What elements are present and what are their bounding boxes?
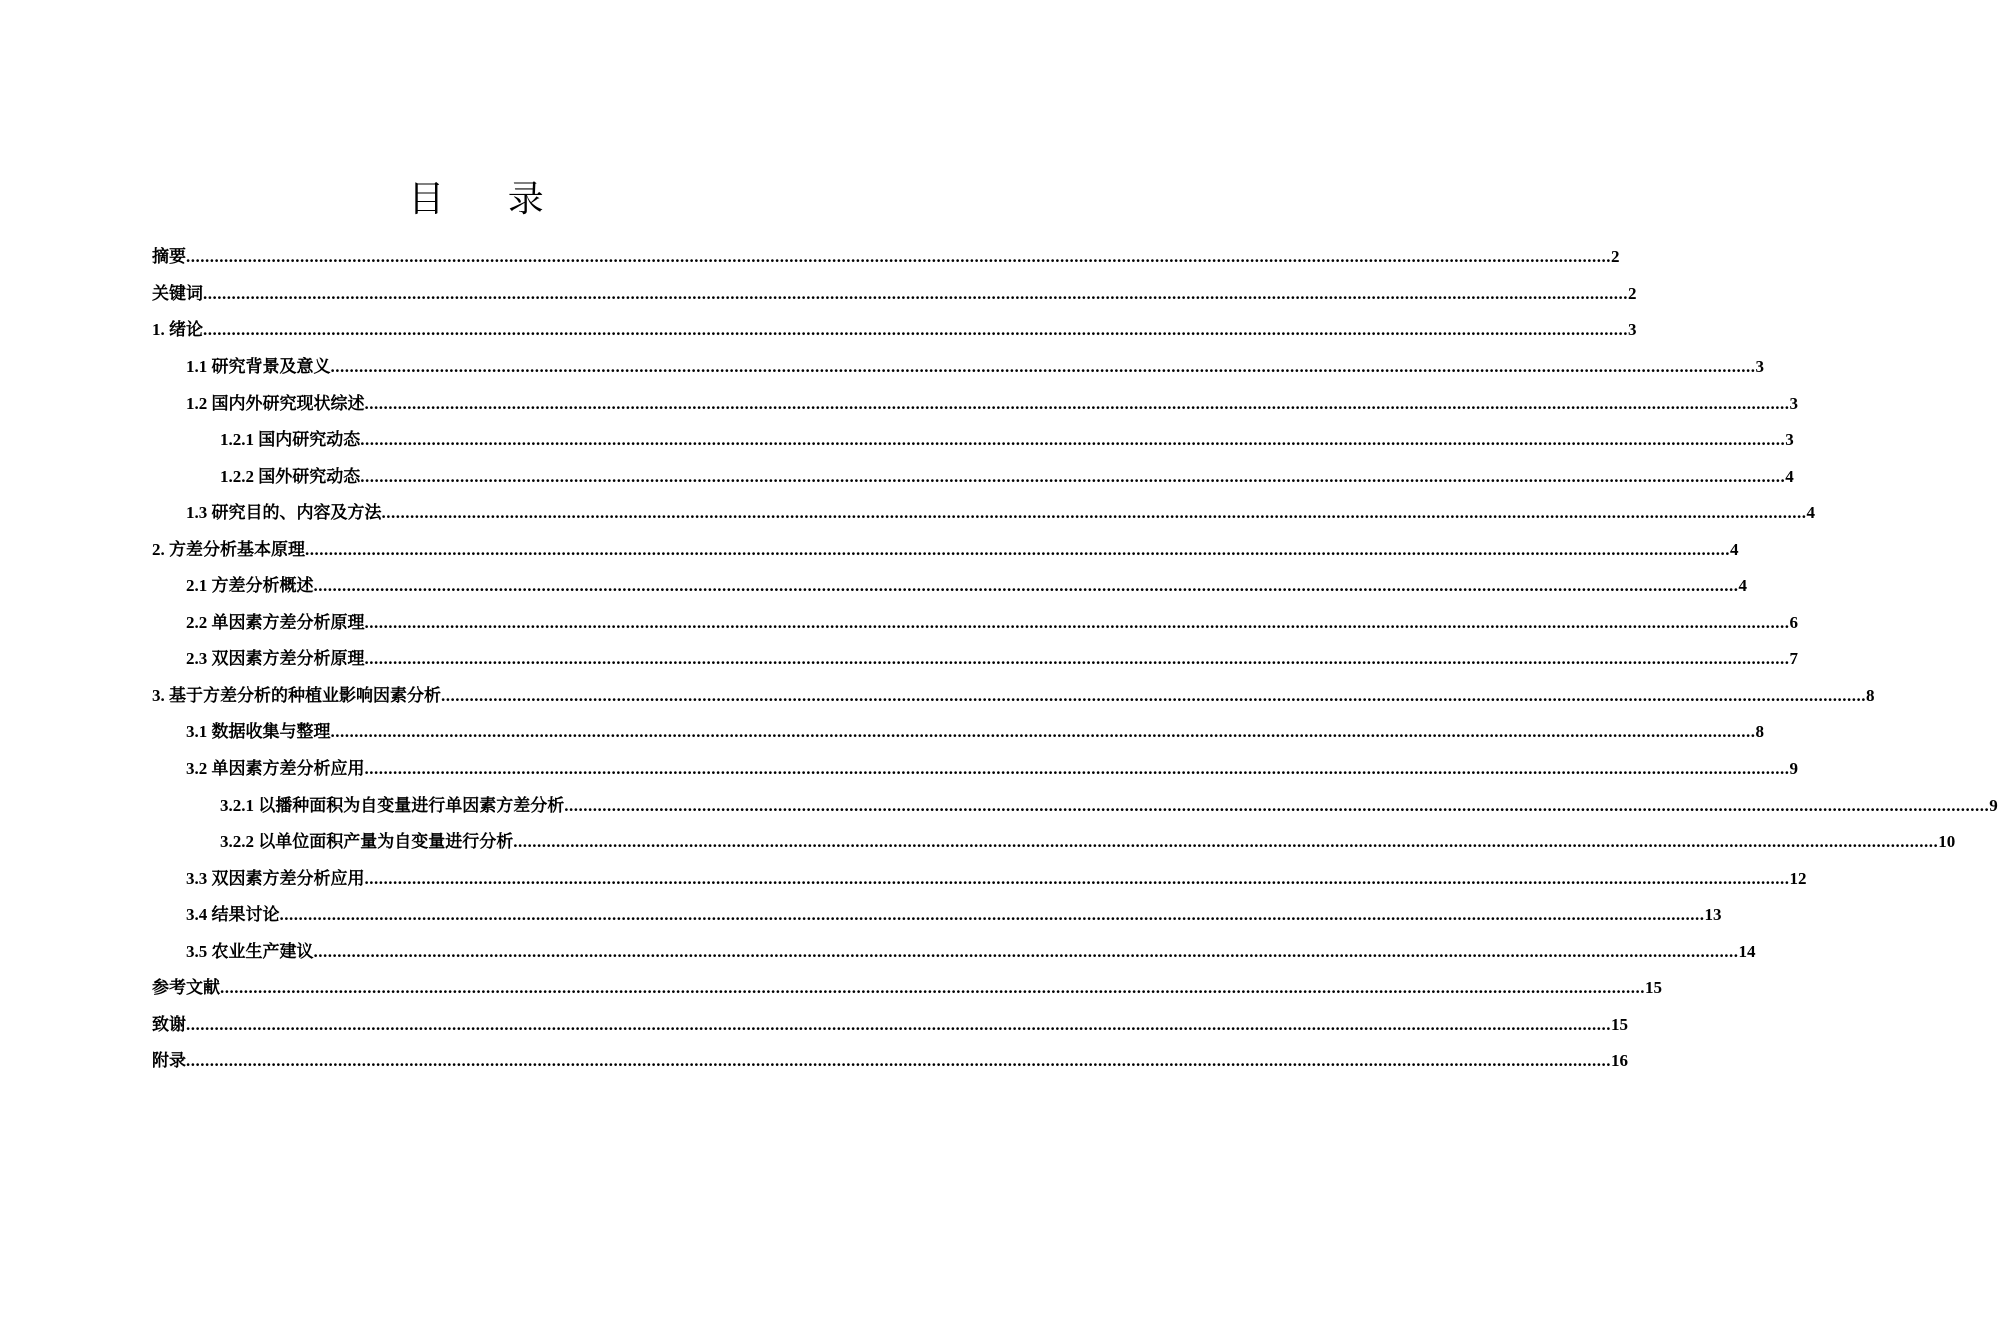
toc-leader-dots: ............................................................................................................................................................................................................................................................................................................ bbox=[364, 649, 1790, 668]
toc-entry[interactable] bbox=[186, 900, 1722, 926]
toc-entry-page: 7 bbox=[1789, 649, 1798, 668]
toc-leader-dots: ............................................................................................................................................................................................................................................................................................................ bbox=[360, 430, 1786, 449]
toc-entry-label: 1.2.2 国外研究动态 bbox=[220, 467, 361, 486]
toc-entry[interactable] bbox=[152, 1046, 1628, 1072]
toc-leader-dots: ............................................................................................................................................................................................................................................................................................................ bbox=[381, 503, 1807, 522]
toc-entry[interactable] bbox=[220, 462, 1794, 488]
toc-entry[interactable] bbox=[152, 279, 1637, 305]
toc-leader-dots: ............................................................................................................................................................................................................................................................................................................ bbox=[364, 613, 1790, 632]
toc-entry[interactable] bbox=[220, 827, 1956, 853]
toc-leader-dots: ............................................................................................................................................................................................................................................................................................................ bbox=[186, 1015, 1611, 1034]
toc-entry-page: 10 bbox=[1938, 832, 1956, 851]
toc-entry-page: 12 bbox=[1789, 869, 1807, 888]
toc-leader-dots: ............................................................................................................................................................................................................................................................................................................ bbox=[364, 869, 1790, 888]
toc-entry[interactable] bbox=[186, 864, 1807, 890]
toc-entry-label: 2.2 单因素方差分析原理 bbox=[186, 613, 365, 632]
toc-entry-page: 3 bbox=[1628, 320, 1637, 339]
toc-entry-label: 3. 基于方差分析的种植业影响因素分析 bbox=[152, 686, 441, 705]
toc-entry-page: 8 bbox=[1755, 722, 1764, 741]
toc-entry-label: 3.2.2 以单位面积产量为自变量进行分析 bbox=[220, 832, 514, 851]
toc-entry[interactable] bbox=[186, 571, 1747, 597]
toc-entry-page: 2 bbox=[1611, 247, 1620, 266]
toc-leader-dots: ............................................................................................................................................................................................................................................................................................................ bbox=[513, 832, 1939, 851]
toc-entry-label: 1.2 国内外研究现状综述 bbox=[186, 394, 365, 413]
toc-entry-page: 2 bbox=[1628, 284, 1637, 303]
toc-leader-dots: ............................................................................................................................................................................................................................................................................................................ bbox=[203, 320, 1628, 339]
toc-leader-dots: ............................................................................................................................................................................................................................................................................................................ bbox=[330, 357, 1756, 376]
toc-entry-label: 3.2 单因素方差分析应用 bbox=[186, 759, 365, 778]
toc-entry[interactable] bbox=[186, 608, 1798, 634]
toc-entry-label: 附录 bbox=[152, 1051, 186, 1070]
toc-entry-page: 6 bbox=[1789, 613, 1798, 632]
toc-entry[interactable] bbox=[186, 717, 1764, 743]
toc-entry-page: 4 bbox=[1785, 467, 1794, 486]
toc-entry-label: 摘要 bbox=[152, 247, 186, 266]
toc-entry-page: 9 bbox=[1989, 796, 1998, 815]
toc-entry[interactable] bbox=[152, 681, 1875, 707]
toc-entry-page: 3 bbox=[1755, 357, 1764, 376]
toc-entry-label: 1.3 研究目的、内容及方法 bbox=[186, 503, 382, 522]
toc-entry-label: 3.3 双因素方差分析应用 bbox=[186, 869, 365, 888]
toc-leader-dots: ............................................................................................................................................................................................................................................................................................................ bbox=[220, 978, 1645, 997]
toc-leader-dots: ............................................................................................................................................................................................................................................................................................................ bbox=[330, 722, 1756, 741]
toc-entry[interactable] bbox=[186, 937, 1756, 963]
toc-entry-label: 关键词 bbox=[152, 284, 203, 303]
toc-entry-label: 致谢 bbox=[152, 1015, 186, 1034]
toc-entry-page: 3 bbox=[1785, 430, 1794, 449]
toc-entry-label: 1.2.1 国内研究动态 bbox=[220, 430, 361, 449]
toc-leader-dots: ............................................................................................................................................................................................................................................................................................................ bbox=[313, 942, 1739, 961]
toc-leader-dots: ............................................................................................................................................................................................................................................................................................................ bbox=[305, 540, 1730, 559]
toc-entry[interactable] bbox=[186, 498, 1815, 524]
toc-entry-page: 15 bbox=[1645, 978, 1662, 997]
toc-entry-label: 2.1 方差分析概述 bbox=[186, 576, 314, 595]
toc-entry-page: 4 bbox=[1738, 576, 1747, 595]
toc-entry-page: 15 bbox=[1611, 1015, 1628, 1034]
toc-entry[interactable] bbox=[152, 242, 1620, 268]
toc-entry[interactable] bbox=[152, 535, 1739, 561]
toc-leader-dots: ............................................................................................................................................................................................................................................................................................................ bbox=[186, 1051, 1611, 1070]
page-title: 目 录 bbox=[408, 179, 570, 220]
toc-entry[interactable] bbox=[186, 389, 1798, 415]
toc-entry-label: 1.1 研究背景及意义 bbox=[186, 357, 331, 376]
toc-entry-label: 3.5 农业生产建议 bbox=[186, 942, 314, 961]
toc-entry-label: 2.3 双因素方差分析原理 bbox=[186, 649, 365, 668]
toc-entry-page: 14 bbox=[1738, 942, 1756, 961]
toc-entry[interactable] bbox=[220, 425, 1794, 451]
toc-entry-page: 3 bbox=[1789, 394, 1798, 413]
toc-leader-dots: ............................................................................................................................................................................................................................................................................................................ bbox=[364, 394, 1790, 413]
toc-entry[interactable] bbox=[152, 1010, 1628, 1036]
toc-entry[interactable] bbox=[186, 644, 1798, 670]
toc-entry-label: 3.4 结果讨论 bbox=[186, 905, 280, 924]
toc-entry[interactable] bbox=[186, 352, 1764, 378]
toc-entry-page: 9 bbox=[1789, 759, 1798, 778]
toc-entry-label: 3.1 数据收集与整理 bbox=[186, 722, 331, 741]
toc-leader-dots: ............................................................................................................................................................................................................................................................................................................ bbox=[186, 247, 1611, 266]
toc-entry-page: 8 bbox=[1866, 686, 1875, 705]
toc-leader-dots: ............................................................................................................................................................................................................................................................................................................ bbox=[203, 284, 1628, 303]
toc-entry[interactable] bbox=[186, 754, 1798, 780]
toc-entry-page: 4 bbox=[1730, 540, 1739, 559]
toc-leader-dots: ............................................................................................................................................................................................................................................................................................................ bbox=[313, 576, 1739, 595]
toc-entry-page: 13 bbox=[1704, 905, 1722, 924]
toc-entry-label: 参考文献 bbox=[152, 978, 220, 997]
toc-entry[interactable] bbox=[220, 791, 1998, 817]
toc-entry-label: 3.2.1 以播种面积为自变量进行单因素方差分析 bbox=[220, 796, 565, 815]
toc-entry-page: 4 bbox=[1806, 503, 1815, 522]
toc-leader-dots: ............................................................................................................................................................................................................................................................................................................ bbox=[360, 467, 1786, 486]
toc-entry-label: 2. 方差分析基本原理 bbox=[152, 540, 305, 559]
toc-leader-dots: ............................................................................................................................................................................................................................................................................................................ bbox=[564, 796, 1990, 815]
toc-entry[interactable] bbox=[152, 315, 1637, 341]
toc-leader-dots: ............................................................................................................................................................................................................................................................................................................ bbox=[441, 686, 1866, 705]
toc-leader-dots: ............................................................................................................................................................................................................................................................................................................ bbox=[279, 905, 1705, 924]
toc-entry[interactable] bbox=[152, 973, 1662, 999]
toc-entry-page: 16 bbox=[1611, 1051, 1628, 1070]
toc-entry-label: 1. 绪论 bbox=[152, 320, 203, 339]
toc-leader-dots: ............................................................................................................................................................................................................................................................................................................ bbox=[364, 759, 1790, 778]
